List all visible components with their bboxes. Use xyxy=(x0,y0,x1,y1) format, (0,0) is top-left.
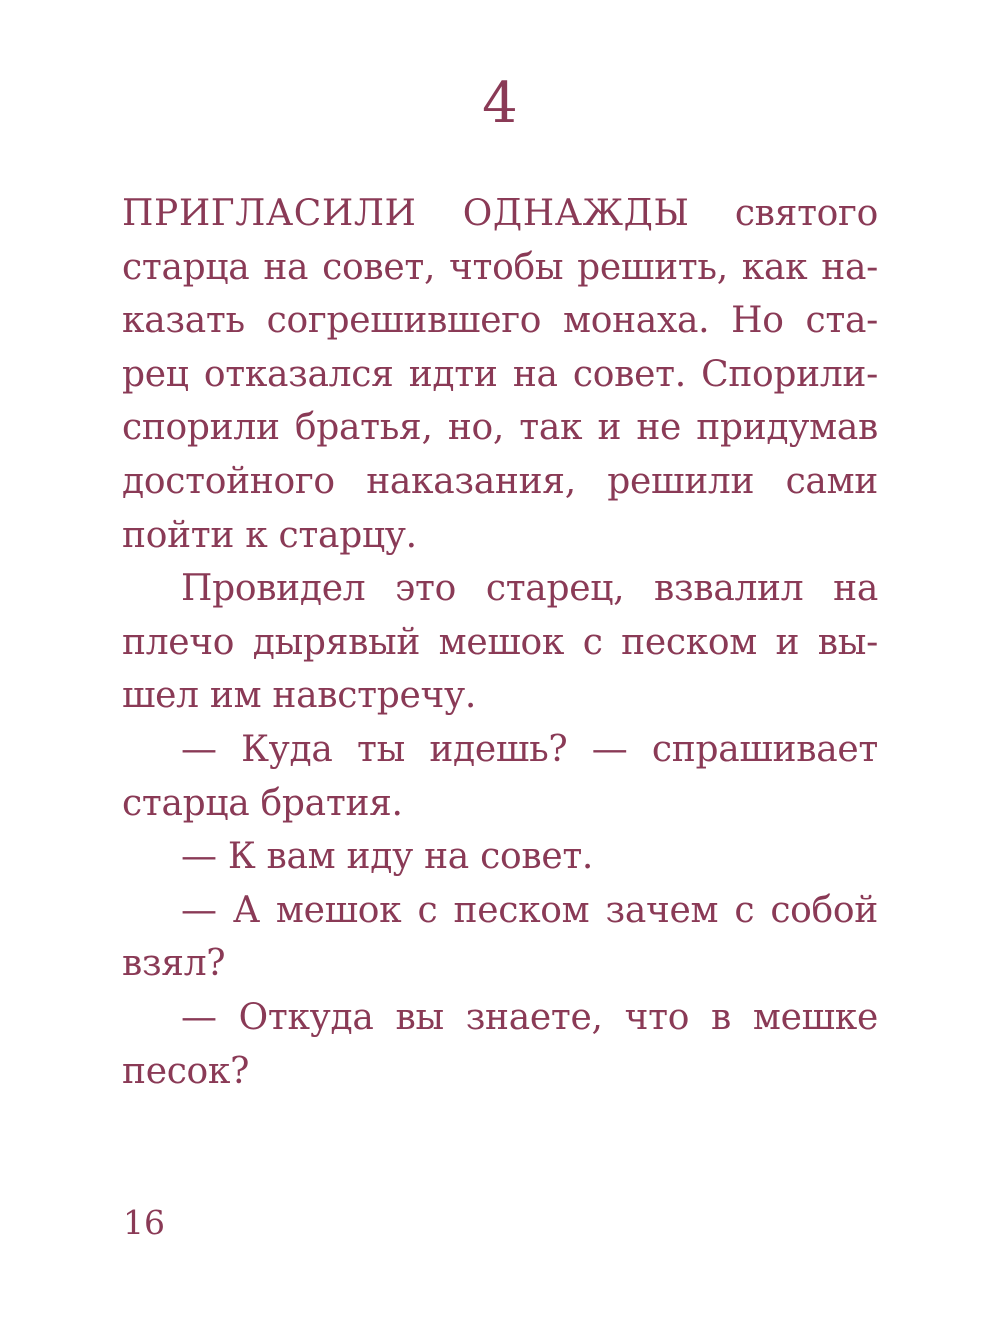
text-line-7: пойти к старцу. xyxy=(122,514,417,556)
text-line-12: старца братия. xyxy=(122,782,403,824)
line-text: святого xyxy=(689,193,878,234)
text-line-8: Провидел это старец, взвалил на xyxy=(181,568,878,610)
text-line-2: старца на совет, чтобы решить, как на- xyxy=(122,246,878,288)
story-text xyxy=(122,187,878,1098)
text-line-9: плечо дырявый мешок с песком и вы- xyxy=(122,621,878,663)
text-line-3: казать согрешившего монаха. Но ста- xyxy=(122,300,878,342)
chapter-number: 4 xyxy=(482,71,518,136)
text-line-5: спорили братья, но, так и не придумав xyxy=(122,407,878,449)
text-line-10: шел им навстречу. xyxy=(122,675,477,717)
page-number: 16 xyxy=(123,1203,165,1242)
text-line-13: — К вам иду на совет. xyxy=(181,836,594,878)
text-line-14: — А мешок с песком зачем с собой xyxy=(181,889,878,931)
text-line-11: — Куда ты идешь? — спрашивает xyxy=(181,728,878,770)
text-line-6: достойного наказания, решили сами xyxy=(122,460,878,502)
drop-caps-lead: ПРИГЛАСИЛИ ОДНАЖДЫ xyxy=(122,193,690,234)
text-line-4: рец отказался идти на совет. Спорили- xyxy=(122,353,878,395)
text-line-15: взял? xyxy=(122,943,226,985)
text-line-17: песок? xyxy=(122,1050,250,1092)
text-line-1 xyxy=(122,187,878,241)
text-line-16: — Откуда вы знаете, что в мешке xyxy=(181,996,878,1038)
